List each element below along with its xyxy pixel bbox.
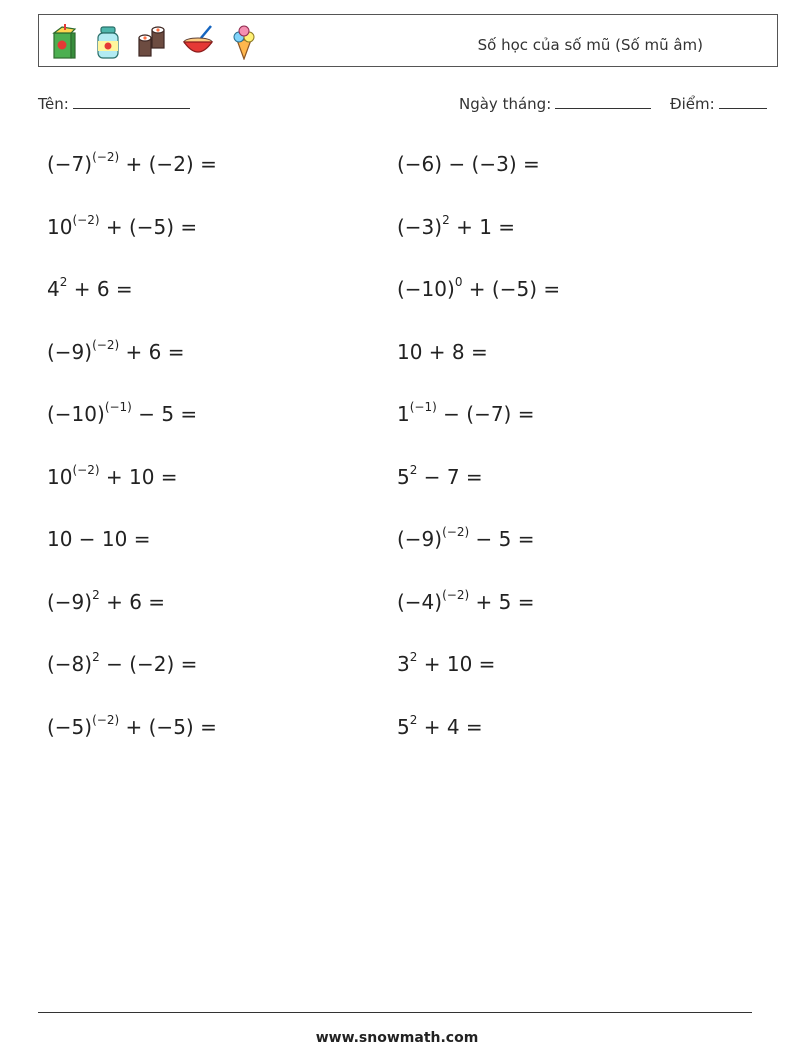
problem-exponent: 2: [92, 650, 100, 665]
name-field[interactable]: [38, 94, 190, 113]
footer-divider: [38, 1012, 752, 1013]
problem-rest: + (−5) =: [119, 714, 217, 739]
cereal-bowl-icon: [181, 24, 215, 60]
problem-right-10: [397, 712, 483, 739]
score-blank[interactable]: [719, 94, 767, 109]
problem-exponent: 2: [409, 712, 418, 727]
problem-rest: − 7 =: [417, 464, 483, 489]
problem-left-8: [47, 587, 166, 614]
problem-base: (−10): [397, 277, 455, 301]
problem-right-4: [397, 340, 488, 364]
problem-exponent: 2: [409, 462, 418, 477]
problem-base: 3: [397, 652, 410, 676]
problem-right-3: [397, 277, 560, 301]
problem-rest: + 1 =: [449, 214, 516, 239]
problem-rest: + 10 =: [99, 464, 178, 489]
problem-rest: + 5 =: [469, 589, 535, 614]
worksheet-title: Số học của số mũ (Số mũ âm): [477, 36, 703, 54]
ice-cream-cone-icon: [229, 24, 259, 60]
problem-exponent: 2: [92, 587, 100, 602]
name-label: Tên:: [38, 95, 69, 113]
sushi-rolls-icon: [137, 24, 167, 60]
jam-jar-icon: [93, 24, 123, 60]
problem-left-6: [47, 462, 178, 489]
header-icons: [49, 23, 259, 61]
problem-exponent: (−2): [442, 525, 470, 540]
problem-left-9: [47, 652, 197, 676]
problem-right-1: [397, 152, 540, 176]
problem-exponent: 2: [59, 275, 68, 290]
problem-base: 1: [397, 402, 410, 426]
problem-exponent: 2: [409, 650, 418, 665]
name-blank[interactable]: [73, 94, 190, 109]
problem-base: 5: [397, 714, 410, 739]
problem-rest: + 6 =: [119, 339, 185, 364]
juice-box-icon: [49, 24, 79, 60]
problem-exponent: (−2): [442, 587, 470, 602]
problem-base: 10 − 10 =: [47, 527, 151, 551]
problem-rest: − (−2) =: [99, 652, 198, 676]
problem-left-2: [47, 212, 198, 239]
problem-base: (−9): [47, 339, 93, 364]
problem-exponent: (−2): [72, 212, 100, 227]
problem-exponent: (−2): [72, 462, 100, 477]
problem-base: (−6) − (−3) =: [397, 152, 540, 176]
problem-left-10: [47, 712, 217, 739]
problem-base: (−7): [47, 152, 93, 176]
problem-rest: + (−2) =: [119, 152, 217, 176]
footer-site: www.snowmath.com: [315, 1030, 479, 1046]
problem-right-9: [397, 652, 495, 676]
problem-rest: + (−5) =: [99, 214, 198, 239]
problem-base: (−9): [397, 527, 443, 551]
problem-left-1: [47, 152, 217, 176]
problem-right-7: [397, 527, 534, 551]
problem-base: 4: [47, 277, 60, 301]
problem-base: (−8): [47, 652, 93, 676]
problem-base: 5: [397, 464, 410, 489]
score-field[interactable]: [670, 94, 767, 113]
problem-rest: − (−7) =: [436, 402, 535, 426]
problem-left-7: [47, 527, 151, 551]
problem-exponent: (−1): [104, 400, 132, 415]
problem-left-5: [47, 402, 197, 426]
problem-right-2: [397, 212, 516, 239]
problem-right-8: [397, 587, 535, 614]
problem-rest: + 6 =: [99, 589, 166, 614]
problem-exponent: 2: [442, 212, 450, 227]
problem-rest: − 5 =: [469, 527, 535, 551]
problem-rest: + 4 =: [417, 714, 483, 739]
problem-exponent: (−2): [92, 712, 120, 727]
problem-rest: + (−5) =: [462, 277, 561, 301]
problem-exponent: (−2): [92, 150, 120, 165]
problem-base: (−10): [47, 402, 105, 426]
problem-rest: + 10 =: [417, 652, 496, 676]
problem-right-6: [397, 462, 483, 489]
problem-right-5: [397, 402, 534, 426]
problem-exponent: (−1): [409, 400, 437, 415]
problem-base: 10: [47, 464, 73, 489]
worksheet-header: [38, 14, 778, 67]
problem-exponent: (−2): [92, 337, 120, 352]
problem-base: 10: [47, 214, 73, 239]
problem-base: 10 + 8 =: [397, 339, 488, 364]
problem-left-3: [47, 277, 133, 301]
problem-left-4: [47, 337, 185, 364]
date-blank[interactable]: [555, 94, 651, 109]
problem-base: (−5): [47, 714, 93, 739]
problem-exponent: 0: [454, 275, 463, 290]
date-label: Ngày tháng:: [459, 95, 552, 113]
problem-base: (−9): [47, 589, 93, 614]
date-field[interactable]: [459, 94, 651, 113]
problem-rest: − 5 =: [131, 402, 198, 426]
problem-base: (−3): [397, 214, 443, 239]
problem-rest: + 6 =: [67, 277, 133, 301]
problem-base: (−4): [397, 589, 443, 614]
score-label: Điểm:: [670, 95, 715, 113]
